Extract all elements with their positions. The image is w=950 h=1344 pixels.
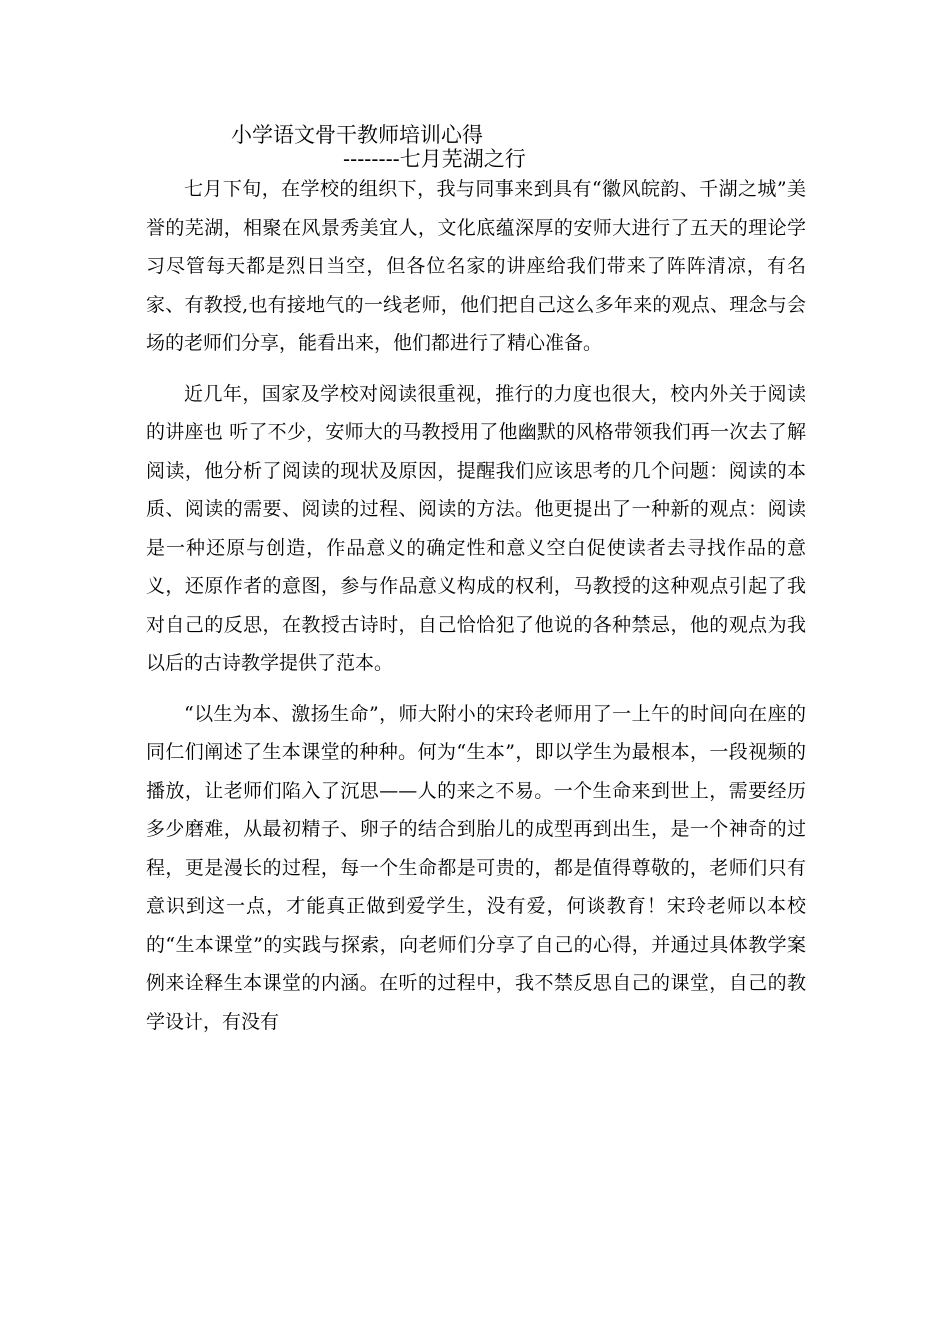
document-title: 小学语文骨干教师培训心得 — [231, 123, 483, 147]
paragraph-1: 七月下旬，在学校的组织下，我与同事来到具有“徽风皖韵、千湖之城”美誉的芜湖，相聚在风景秀美宜人，文化底蕴深厚的安师大进行了五天的理论学习尽管每天都是烈日当空，但各位名家的讲座给我们带来了阵阵清凉，有名家、有教授,也有接地气的一线老师，他们把自己这么多年来的观点、理念与会场的老师们分享，能看出来，他们都进行了精心准备。 — [146, 178, 806, 354]
document-subtitle: --------七月芜湖之行 — [343, 147, 526, 171]
paragraph-2: 近几年，国家及学校对阅读很重视，推行的力度也很大，校内外关于阅读的讲座也 听了不少，安师大的马教授用了他幽默的风格带领我们再一次去了解阅读，他分析了阅读的现状及原因，提醒我们应该思考的几个问题：阅读的本质、阅读的需要、阅读的过程、阅读的方法。他更提出了一种新的观点：阅读是一种还原与创造，作品意义的确定性和意义空白促使读者去寻找作品的意义，还原作者的意图，参与作品意义构成的权利，马教授的这种观点引起了我对自己的反思，在教授古诗时，自己恰恰犯了他说的各种禁忌，他的观点为我以后的古诗教学提供了范本。 — [146, 382, 806, 674]
paragraph-3: “以生为本、激扬生命”，师大附小的宋玲老师用了一上午的时间向在座的同仁们阐述了生本课堂的种种。何为“生本”，即以学生为最根本，一段视频的播放，让老师们陷入了沉思——人的来之不易。一个生命来到世上，需要经历多少磨难，从最初精子、卵子的结合到胎儿的成型再到出生，是一个神奇的过程，更是漫长的过程，每一个生命都是可贵的，都是值得尊敬的，老师们只有意识到这一点，才能真正做到爱学生，没有爱，何谈教育！宋玲老师以本校的“生本课堂”的实践与探索，向老师们分享了自己的心得，并通过具体教学案例来诠释生本课堂的内涵。在听的过程中，我不禁反思自己的课堂，自己的教学设计，有没有 — [146, 702, 806, 1033]
document-body — [146, 170, 806, 1041]
